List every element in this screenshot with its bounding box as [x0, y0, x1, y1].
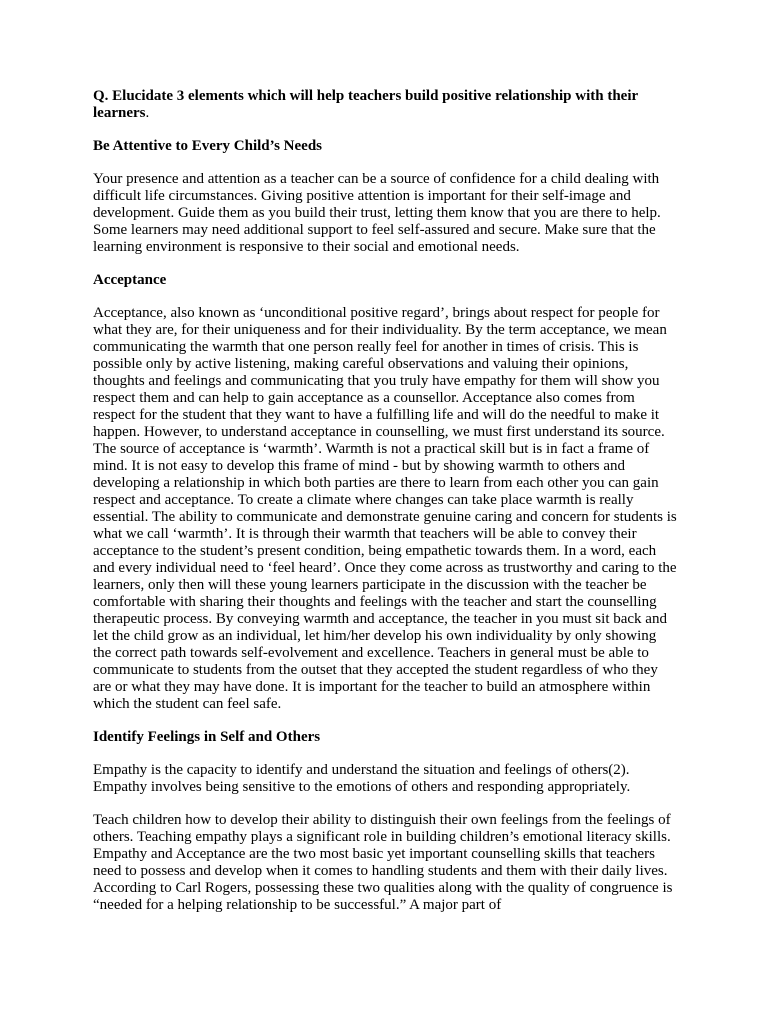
section-heading-acceptance: Acceptance: [93, 272, 167, 288]
paragraph-acceptance: Acceptance, also known as ‘unconditional positive regard’, brings about respect for people for what they are, for their uniqueness and for their individuality. By the term acceptance, we mean communicating the warmth that one person really feel for another in times of crisis. This is possible only by active listening, making careful observations and valuing their opinions, thoughts and feelings and communicating that you truly have empathy for them will show you respect them and can help to gain acceptance as a counsellor. Acceptance also comes from respect for the student that they want to have a fulfilling life and will do the needful to make it happen. However, to understand acceptance in counselling, we must first understand its source. The source of acceptance is ‘warmth’. Warmth is not a practical skill but is in fact a frame of mind. It is not easy to develop this frame of mind - but by showing warmth to others and developing a relationship in which both parties are there to learn from each other you can gain respect and acceptance. To create a climate where changes can take place warmth is really essential. The ability to communicate and demonstrate genuine caring and concern for students is what we call ‘warmth’. It is through their warmth that teachers will be able to convey their acceptance to the student’s present condition, being empathetic towards them. In a word, each and every individual need to ‘feel heard’. Once they come across as trustworthy and caring to the learners, only then will these young learners participate in the discussion with the teacher be comfortable with sharing their thoughts and feelings with the teacher and start the counselling therapeutic process. By conveying warmth and acceptance, the teacher in you must sit back and let the child grow as an individual, let him/her develop his own individuality by only showing the correct path towards self-evolvement and excellence. Teachers in general must be able to communicate to students from the outset that they accepted the student regardless of who they are or what they may have done. It is important for the teacher to build an atmosphere within which the student can feel safe.: [93, 305, 677, 712]
section-heading-attentive: Be Attentive to Every Child’s Needs: [93, 138, 322, 154]
section-heading-identify-feelings: Identify Feelings in Self and Others: [93, 729, 321, 745]
paragraph-teach-empathy: Teach children how to develop their ability to distinguish their own feelings from the feelings of others. Teaching empathy plays a significant role in building children’s emotional literacy skills. Empathy and Acceptance are the two most basic yet important counselling skills that teachers need to possess and develop when it comes to handling students and them with their daily lives. According to Carl Rogers, possessing these two qualities along with the quality of congruence is “needed for a helping relationship to be successful.” A major part of: [93, 812, 673, 913]
paragraph-attentive: Your presence and attention as a teacher can be a source of confidence for a child dealing with difficult life circumstances. Giving positive attention is important for their self-image and development. Guide them as you build their trust, letting them know that you are there to help. Some learners may need additional support to feel self-assured and secure. Make sure that the learning environment is responsive to their social and emotional needs.: [93, 171, 661, 255]
question-text: Q. Elucidate 3 elements which will help teachers build positive relationship with their learners: [93, 88, 638, 121]
question-suffix: .: [145, 105, 150, 121]
question-heading: [93, 88, 678, 122]
paragraph-empathy-definition: Empathy is the capacity to identify and understand the situation and feelings of others(2). Empathy involves being sensitive to the emotions of others and responding appropriately.: [93, 762, 631, 795]
